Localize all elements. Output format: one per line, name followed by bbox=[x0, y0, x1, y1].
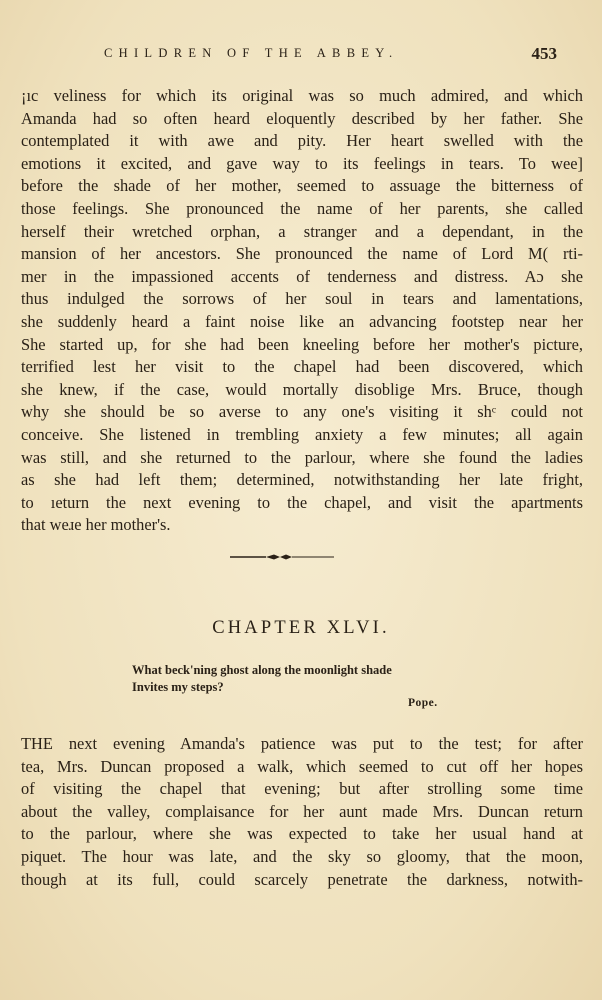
epigraph-attribution: Pope. bbox=[408, 697, 438, 709]
text-line: of visiting the chapel that evening; but after strolling some time bbox=[21, 779, 583, 799]
chapter-text bbox=[21, 733, 583, 891]
text-line: herself their wretched orphan, a stranger and a dependant, in the bbox=[21, 221, 583, 241]
text-line: about the valley, complaisance for her aunt made Mrs. Duncan return bbox=[21, 801, 583, 821]
text-line: before the shade of her mother, seemed to assuage the bitterness of bbox=[21, 176, 583, 196]
text-line: emotions it excited, and gave way to its feelings in tears. To wee] bbox=[21, 153, 583, 173]
text-line: to the parlour, where she was expected to take her usual hand at bbox=[21, 824, 583, 844]
epigraph-line: Invites my steps? bbox=[132, 680, 224, 694]
text-line: terrified lest her visit to the chapel had been discovered, which bbox=[21, 357, 583, 377]
page-number: 453 bbox=[531, 44, 557, 63]
running-head bbox=[0, 44, 602, 68]
text-line: she knew, if the case, would mortally disoblige Mrs. Bruce, though bbox=[21, 379, 583, 399]
text-line: as she had left them; determined, notwithstanding her late fright, bbox=[21, 470, 583, 490]
text-line: THE next evening Amanda's patience was put to the test; for after bbox=[21, 734, 583, 753]
text-line: she suddenly heard a faint noise like an advancing footstep near her bbox=[21, 311, 583, 331]
text-line: was still, and she returned to the parlour, where she found the ladies bbox=[21, 447, 583, 467]
text-line: mansion of her ancestors. She pronounced the name of Lord M( rti- bbox=[21, 244, 583, 264]
text-line: those feelings. She pronounced the name of her parents, she called bbox=[21, 198, 583, 218]
text-line: though at its full, could scarcely penetrate the darkness, notwith- bbox=[21, 869, 583, 889]
section-divider bbox=[230, 553, 334, 561]
text-line: why she should be so averse to any one's visiting it shᶜ could not bbox=[21, 402, 583, 422]
text-line: She started up, for she had been kneeling before her mother's picture, bbox=[21, 334, 583, 354]
text-line: tea, Mrs. Duncan proposed a walk, which seemed to cut off her hopes bbox=[21, 756, 583, 776]
epigraph-line: What beck'ning ghost along the moonlight shade bbox=[132, 663, 392, 677]
chapter-title: CHAPTER XLVI. bbox=[212, 618, 390, 638]
text-line: piquet. The hour was late, and the sky so gloomy, that the moon, bbox=[21, 846, 583, 866]
epigraph bbox=[132, 662, 392, 696]
text-line: ¡ıc veliness for which its original was so much admired, and which bbox=[21, 86, 583, 105]
text-line: contemplated it with awe and pity. Her heart swelled with the bbox=[21, 131, 583, 151]
body-text bbox=[21, 85, 583, 537]
text-line: that weɹe her mother's. bbox=[21, 515, 171, 535]
text-line: conceive. She listened in trembling anxiety a few minutes; all again bbox=[21, 424, 583, 444]
running-title: CHILDREN OF THE ABBEY. bbox=[104, 46, 399, 60]
text-line: mer in the impassioned accents of tenderness and distress. Aɔ she bbox=[21, 266, 583, 286]
text-line: Amanda had so often heard eloquently described by her father. She bbox=[21, 108, 583, 128]
text-line: thus indulged the sorrows of her soul in tears and lamentations, bbox=[21, 289, 583, 309]
text-line: to ıeturn the next evening to the chapel, and visit the apartments bbox=[21, 492, 583, 512]
